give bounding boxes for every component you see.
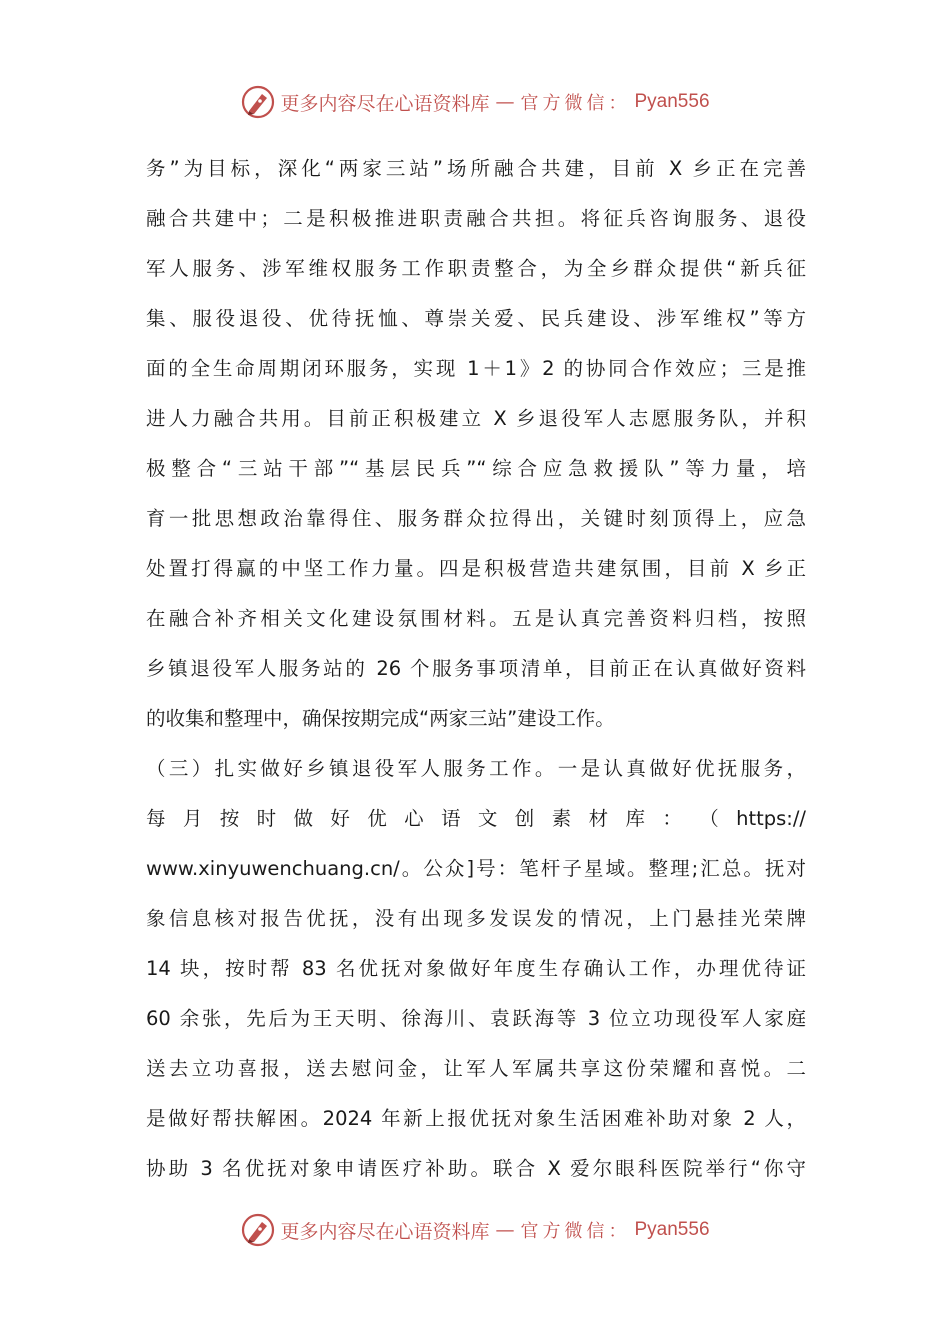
text-line: 协助 3 名优抚对象申请医疗补助。联合 X 爱尔眼科医院举行“你守 [146,1157,806,1180]
text-line: 14 块，按时帮 83 名优抚对象做好年度生存确认工作，办理优待证 [146,957,806,980]
pen-nib-logo-icon [240,84,276,120]
banner-slogan: 更多内容尽在心语资料库 [280,92,490,115]
text-line: 是做好帮扶解困。2024 年新上报优抚对象生活困难补助对象 2 人， [146,1107,806,1130]
document-body [146,144,806,1194]
text-line: www.xinyuwenchuang.cn/。公众]号：笔杆子星域。整理;汇总。抚对 [146,857,806,880]
text-line: 送去立功喜报，送去慰问金，让军人军属共享这份荣耀和喜悦。二 [146,1057,806,1080]
text-line: 的收集和整理中，确保按期完成“两家三站”建设工作。 [146,707,615,730]
text-line: 在融合补齐相关文化建设氛围材料。五是认真完善资料归档，按照 [146,607,806,630]
text-line: 军人服务、涉军维权服务工作职责整合，为全乡群众提供“新兵征 [146,257,806,280]
banner-handle: Pyan556 [634,1219,710,1240]
text-line: 融合共建中；二是积极推进职责融合共担。将征兵咨询服务、退役 [146,207,806,230]
text-line: 进人力融合共用。目前正积极建立 X 乡退役军人志愿服务队，并积 [146,407,806,430]
text-line: 极整合“三站干部”“基层民兵”“综合应急救援队”等力量，培 [146,457,806,480]
banner-label: 官方微信： [520,93,631,114]
text-line: 处置打得赢的中坚工作力量。四是积极营造共建氛围，目前 X 乡正 [146,557,806,580]
text-line: 面的全生命周期闭环服务，实现 1＋1》2 的协同合作效应；三是推 [146,357,806,380]
banner-inner [240,1212,709,1248]
text-line: 务”为目标，深化“两家三站”场所融合共建，目前 X 乡正在完善 [146,157,806,180]
banner-separator: — [495,1219,515,1241]
text-line: 60 余张，先后为王天明、徐海川、袁跃海等 3 位立功现役军人家庭 [146,1007,806,1030]
header-banner-top [0,80,950,124]
text-line: 象信息核对报告优抚，没有出现多发误发的情况，上门悬挂光荣牌 [146,907,806,930]
text-line: 集、服役退役、优待抚恤、尊崇关爱、民兵建设、涉军维权”等方 [146,307,806,330]
banner-handle: Pyan556 [634,91,710,112]
text-line: （三）扎实做好乡镇退役军人服务工作。一是认真做好优抚服务， [146,757,806,780]
banner-slogan: 更多内容尽在心语资料库 [280,1220,490,1243]
header-banner-bottom [0,1208,950,1252]
banner-inner [240,84,709,120]
text-line: 每 月 按 时 做 好 优 心 语 文 创 素 材 库 ： （ https:// [146,807,806,830]
pen-nib-logo-icon [240,1212,276,1248]
text-line: 乡镇退役军人服务站的 26 个服务事项清单，目前正在认真做好资料 [146,657,806,680]
text-line: 育一批思想政治靠得住、服务群众拉得出，关键时刻顶得上，应急 [146,507,806,530]
banner-separator: — [495,91,515,113]
banner-label: 官方微信： [520,1221,631,1242]
